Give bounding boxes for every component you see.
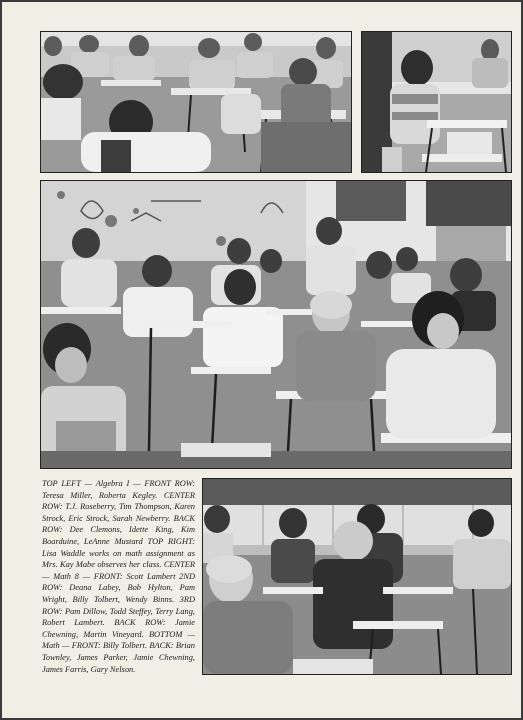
photo-caption: [42, 478, 195, 675]
photo-math-class-image: [203, 479, 511, 674]
photo-math-assignment-image: [362, 32, 511, 172]
caption-text: TOP LEFT — Algebra I — FRONT ROW: Teresa Miller, Roberta Kegley. CENTER ROW: T.J. Roseberry, Tim Thompson, Karen Strock, Eric Strock, Sarah Newberry. BACK ROW: Dee Clemons, Idette King, Kim Boarduine, LeAnne Mustard TOP RIGHT: Lisa Waddle works on math assignment as Mrs. Kay Mabe observes her class. CENTER — Math 8 — FRONT: Scott Lambert 2ND ROW: Deana Labey, Bob Hylton, Pam Wright, Billy Tolbert, Wendy Binns. 3RD ROW: Pam Dillow, Todd Steffey, Terry Lang, Robert Lambert. BACK ROW: Jamie Chewning, Martin Vineyard. BOTTOM — Math — FRONT: Billy Tolbert. BACK: Brian Townley, James Parker, Jamie Chewning, James Farris, Gary Nelson.: [42, 479, 195, 674]
photo-math-assignment: [361, 31, 512, 173]
photo-algebra-class-image: [41, 32, 351, 172]
photo-math-8-class: [40, 180, 512, 469]
photo-math-class: [202, 478, 512, 675]
photo-math-8-class-image: [41, 181, 511, 468]
photo-algebra-class: [40, 31, 352, 173]
